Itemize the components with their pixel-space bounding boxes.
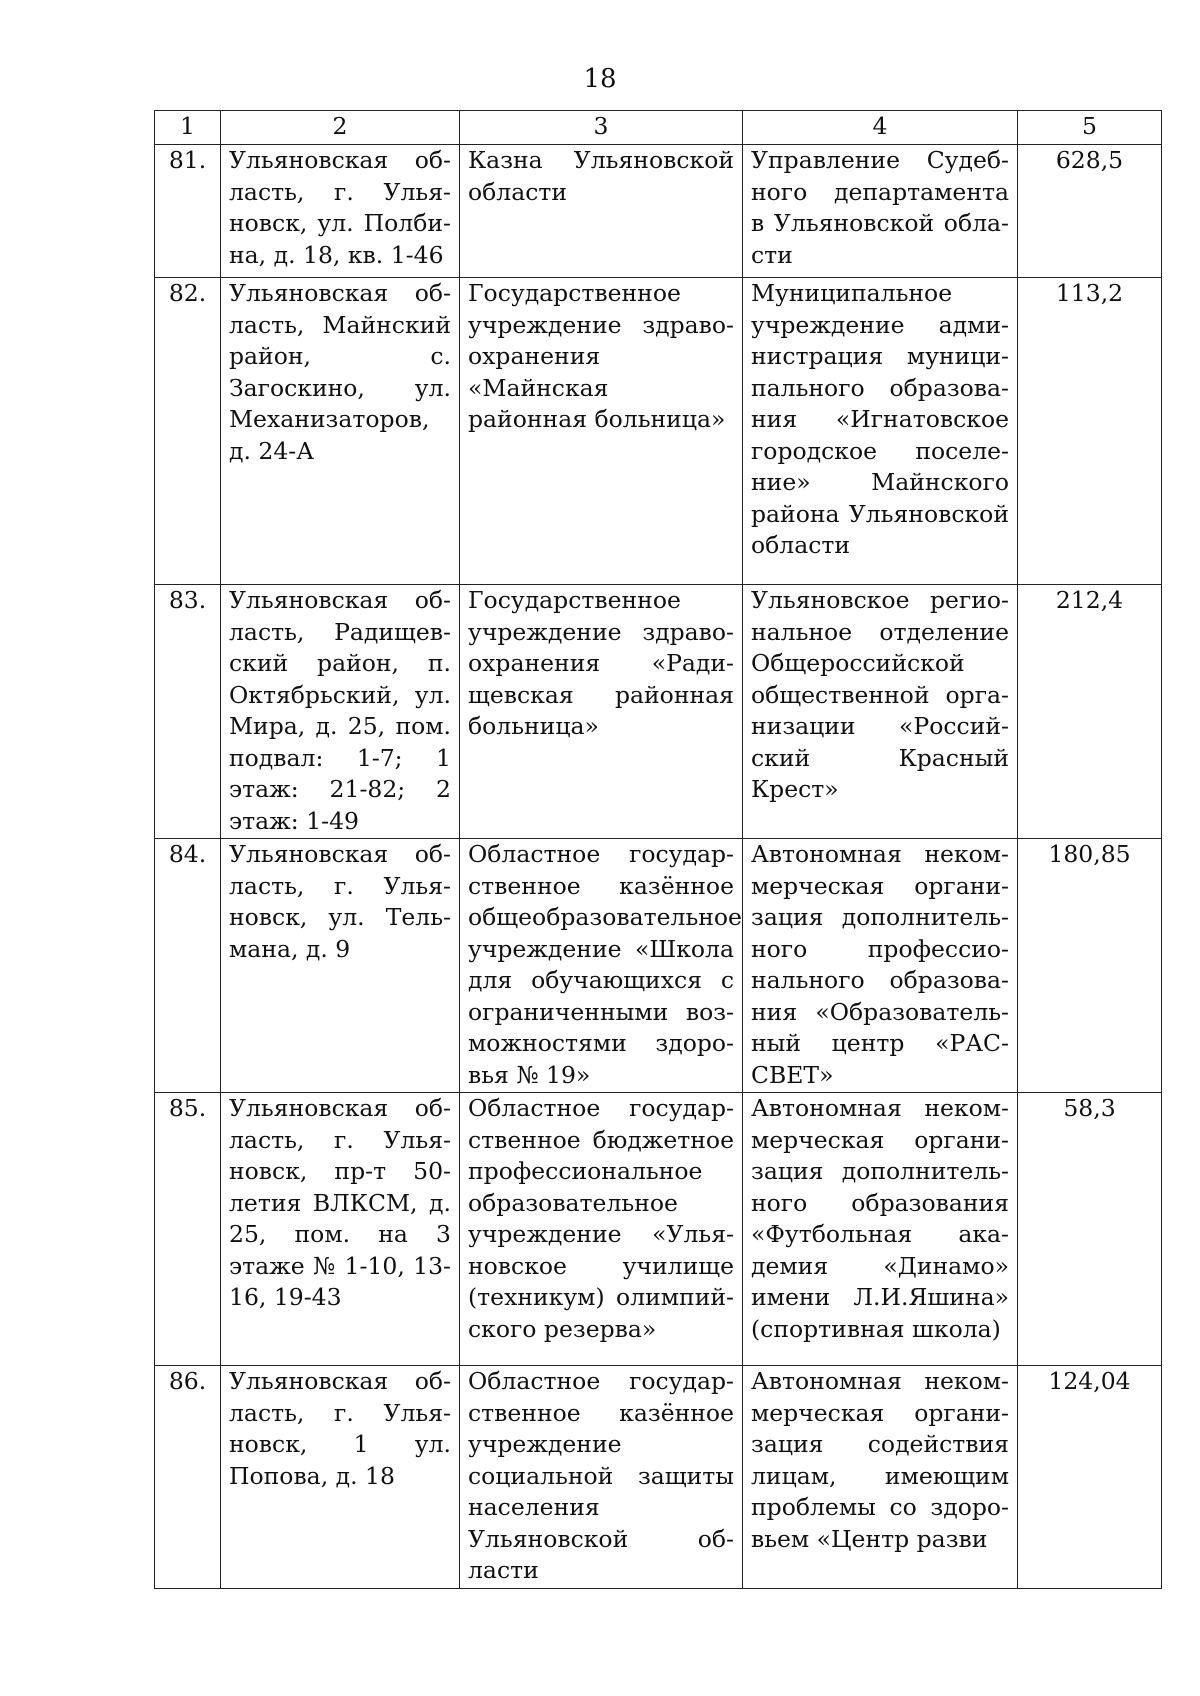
property-user: Управление Судебного департамента в Ульяновской области [743, 145, 1018, 278]
row-number: 85. [155, 1093, 221, 1366]
column-header-4: 4 [743, 111, 1018, 145]
column-header-5: 5 [1018, 111, 1162, 145]
property-address: Ульяновская область, г. Ульяновск, ул. Полбина, д. 18, кв. 1-46 [221, 145, 460, 278]
table-body [155, 145, 1162, 1589]
property-address: Ульяновская область, Майнский район, с. Загоскино, ул. Механизаторов, д. 24-А [221, 278, 460, 585]
property-user: Автономная некоммерческая организация дополнительного образования «Футбольная академия «Динамо» имени Л.И.Яшина» (спортивная школа) [743, 1093, 1018, 1366]
property-area: 180,85 [1018, 839, 1162, 1093]
header-row [155, 111, 1162, 145]
row-number: 81. [155, 145, 221, 278]
property-area: 628,5 [1018, 145, 1162, 278]
property-holder: Государственное учреждение здравоохранения «Майнская районная больница» [460, 278, 743, 585]
property-holder: Областное государственное бюджетное профессиональное образовательное учреждение «Ульяновское училище (техникум) олимпийского резерва» [460, 1093, 743, 1366]
table-header [155, 111, 1162, 145]
table-row [155, 839, 1162, 1093]
property-address: Ульяновская область, г. Ульяновск, пр-т 50-летия ВЛКСМ, д. 25, пом. на 3 этаже № 1-10, 13-16, 19-43 [221, 1093, 460, 1366]
property-user: Автономная некоммерческая организация содействия лицам, имеющим проблемы со здоровьем «Центр разви [743, 1366, 1018, 1589]
property-address: Ульяновская область, г. Ульяновск, 1 ул. Попова, д. 18 [221, 1366, 460, 1589]
row-number: 83. [155, 585, 221, 839]
property-user: Муниципальное учреждение администрация муниципального образования «Игнатовское городское поселение» Майнского района Ульяновской области [743, 278, 1018, 585]
table-row [155, 585, 1162, 839]
column-header-3: 3 [460, 111, 743, 145]
property-holder: Областное государственное казённое общеобразовательное учреждение «Школа для обучающихся с ограниченными возможностями здоровья № 19» [460, 839, 743, 1093]
table-row [155, 1366, 1162, 1589]
property-area: 124,04 [1018, 1366, 1162, 1589]
property-area: 58,3 [1018, 1093, 1162, 1366]
property-holder: Областное государственное казённое учреждение социальной защиты населения Ульяновской области [460, 1366, 743, 1589]
property-address: Ульяновская область, Радищевский район, п. Октябрьский, ул. Мира, д. 25, пом. подвал: 1-7; 1 этаж: 21-82; 2 этаж: 1-49 [221, 585, 460, 839]
column-header-1: 1 [155, 111, 221, 145]
property-user: Автономная некоммерческая организация дополнительного профессионального образования «Образовательный центр «РАССВЕТ» [743, 839, 1018, 1093]
row-number: 86. [155, 1366, 221, 1589]
property-holder: Казна Ульяновской области [460, 145, 743, 278]
row-number: 84. [155, 839, 221, 1093]
row-number: 82. [155, 278, 221, 585]
property-table [154, 110, 1162, 1589]
property-holder: Государственное учреждение здравоохранения «Радищевская районная больница» [460, 585, 743, 839]
property-address: Ульяновская область, г. Ульяновск, ул. Тельмана, д. 9 [221, 839, 460, 1093]
table-row [155, 1093, 1162, 1366]
table-row [155, 278, 1162, 585]
property-area: 113,2 [1018, 278, 1162, 585]
page-number: 18 [583, 64, 617, 94]
table-row [155, 145, 1162, 278]
property-user: Ульяновское региональное отделение Общероссийской общественной организации «Российский Красный Крест» [743, 585, 1018, 839]
property-area: 212,4 [1018, 585, 1162, 839]
column-header-2: 2 [221, 111, 460, 145]
